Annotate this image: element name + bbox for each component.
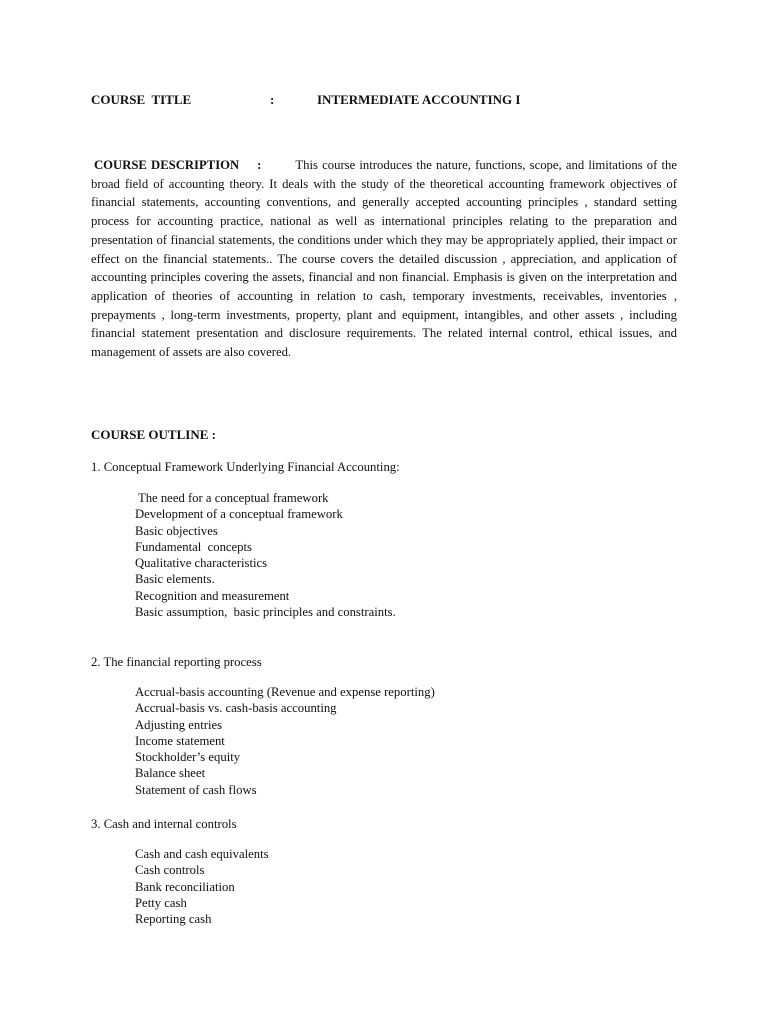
outline-section-items xyxy=(135,490,396,620)
course-description-colon: : xyxy=(257,158,262,172)
course-title-row xyxy=(91,91,691,111)
list-item: Adjusting entries xyxy=(135,717,223,732)
course-title-colon: : xyxy=(270,92,275,107)
list-item: Balance sheet xyxy=(135,766,206,781)
outline-section-items xyxy=(135,846,269,927)
outline-section-1 xyxy=(91,458,691,620)
list-item: Basic objectives xyxy=(135,523,218,538)
list-item: Fundamental concepts xyxy=(135,539,252,554)
list-item: Development of a conceptual framework xyxy=(135,507,343,522)
list-item: Petty cash xyxy=(135,895,187,910)
outline-section-title: 2. The financial reporting process xyxy=(91,655,262,669)
list-item: Recognition and measurement xyxy=(135,588,290,603)
list-item: Stockholder’s equity xyxy=(135,750,241,765)
list-item: Statement of cash flows xyxy=(135,782,257,797)
outline-section-3 xyxy=(91,815,691,927)
course-outline-heading: COURSE OUTLINE : xyxy=(91,427,216,442)
course-title-value: INTERMEDIATE ACCOUNTING I xyxy=(317,92,521,107)
outline-section-2 xyxy=(91,653,691,797)
list-item: Cash controls xyxy=(135,863,205,878)
course-description-label: COURSE DESCRIPTION xyxy=(94,158,240,172)
list-item: Qualitative characteristics xyxy=(135,556,268,571)
course-description-text: This course introduces the nature, functions, scope, and limitations of the broad field of accounting theory. It deals with the study of the theoretical accounting framework objectives of financial statements, accounting conventions, and generally accepted accounting principles , standard setting process for accounting practice, national as well as international principles relating to the preparation and presentation of financial statements, the conditions under which they may be appropriately applied, their impact or effect on the financial statements.. The course covers the detailed discussion , appreciation, and application of accounting principles covering the assets, financial and non financial. Emphasis is given on the interpretation and application of theories of accounting in relation to cash, temporary investments, receivables, inventories , prepayments , long-term investments, property, plant and equipment, intangibles, and other assets , including financial statement presentation and disclosure requirements. The related internal control, ethical issues, and management of assets are also covered. xyxy=(91,158,678,360)
list-item: The need for a conceptual framework xyxy=(135,491,329,505)
course-description xyxy=(91,156,677,362)
outline-section-items xyxy=(135,684,435,798)
list-item: Income statement xyxy=(135,733,225,748)
list-item: Basic elements. xyxy=(135,572,215,587)
list-item: Bank reconciliation xyxy=(135,879,235,894)
course-title-label: COURSE TITLE xyxy=(91,92,192,107)
list-item: Basic assumption, basic principles and constraints. xyxy=(135,605,396,620)
list-item: Accrual-basis vs. cash-basis accounting xyxy=(135,701,337,716)
outline-section-title: 1. Conceptual Framework Underlying Financial Accounting: xyxy=(91,460,400,474)
list-item: Accrual-basis accounting (Revenue and expense reporting) xyxy=(135,685,435,699)
list-item: Reporting cash xyxy=(135,912,212,927)
list-item: Cash and cash equivalents xyxy=(135,847,269,861)
outline-section-title: 3. Cash and internal controls xyxy=(91,817,237,831)
